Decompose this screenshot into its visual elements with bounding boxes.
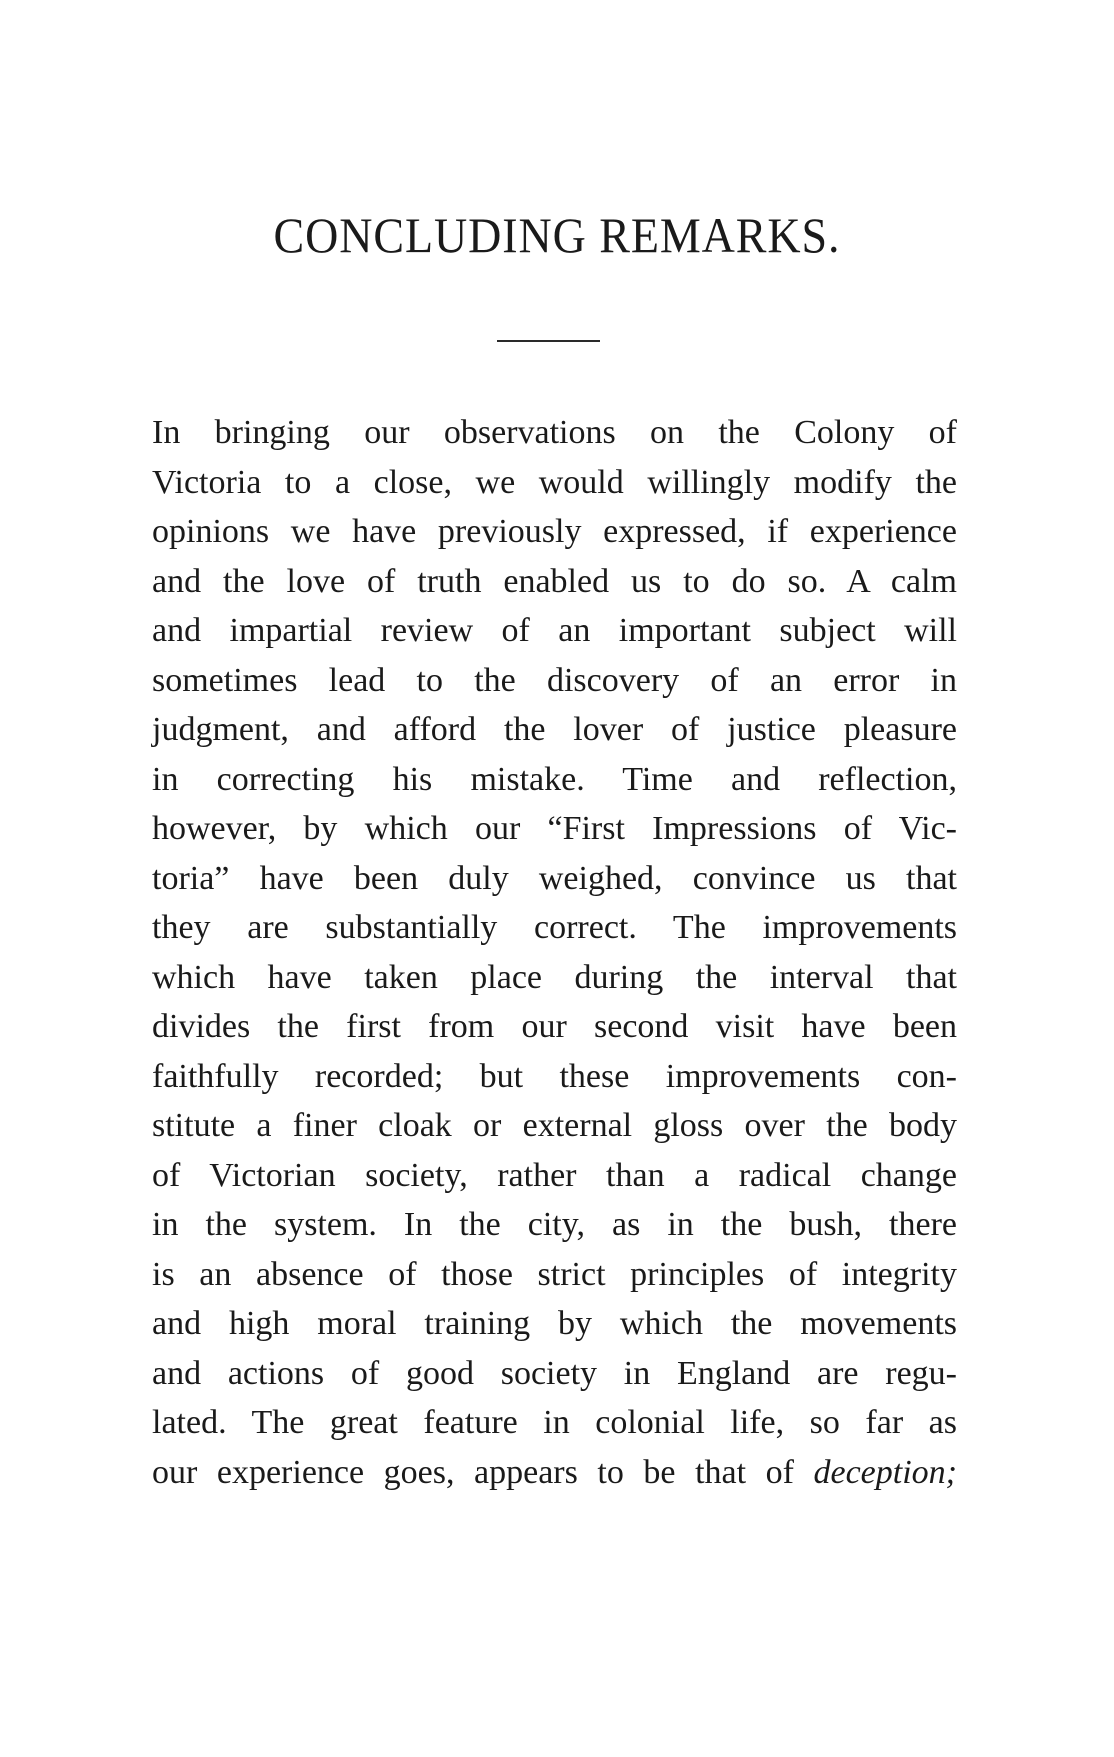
text-line: of Victorian society, rather than a radical change: [152, 1156, 957, 1194]
text-line: and actions of good society in England are regu-: [152, 1354, 957, 1392]
text-line: they are substantially correct. The improvements: [152, 909, 957, 946]
text-line: lated. The great feature in colonial life, so far as: [152, 1404, 957, 1441]
text-line: In bringing our observations on the Colony of: [152, 414, 957, 451]
text-line: which have taken place during the interval that: [152, 958, 957, 996]
text-line: in the system. In the city, as in the bush, there: [152, 1206, 957, 1243]
italic-word: deception;: [813, 1453, 957, 1491]
text-line: faithfully recorded; but these improvements con-: [152, 1057, 957, 1095]
text-line: and high moral training by which the movements: [152, 1305, 957, 1342]
body-paragraph: [152, 408, 957, 1497]
text-line: opinions we have previously expressed, if experience: [152, 513, 957, 550]
text-line-last: [152, 1448, 957, 1498]
chapter-heading: CONCLUDING REMARKS.: [273, 207, 841, 263]
text-line: divides the first from our second visit have been: [152, 1008, 957, 1045]
heading-rule: [497, 340, 600, 342]
text-line: stitute a finer cloak or external gloss over the body: [152, 1107, 957, 1144]
text-line: in correcting his mistake. Time and reflection,: [152, 760, 957, 798]
text-line: judgment, and afford the lover of justice pleasure: [152, 711, 957, 748]
text-line: sometimes lead to the discovery of an error in: [152, 661, 957, 699]
text-line: Victoria to a close, we would willingly modify the: [152, 463, 957, 501]
text-line: and the love of truth enabled us to do so. A calm: [152, 562, 957, 600]
text-line: however, by which our “First Impressions of Vic-: [152, 810, 957, 847]
text-line: toria” have been duly weighed, convince us that: [152, 859, 957, 897]
text-line-last-roman: our experience goes, appears to be that of: [152, 1453, 794, 1491]
text-line: is an absence of those strict principles of integrity: [152, 1255, 957, 1293]
text-line: and impartial review of an important subject will: [152, 612, 957, 649]
